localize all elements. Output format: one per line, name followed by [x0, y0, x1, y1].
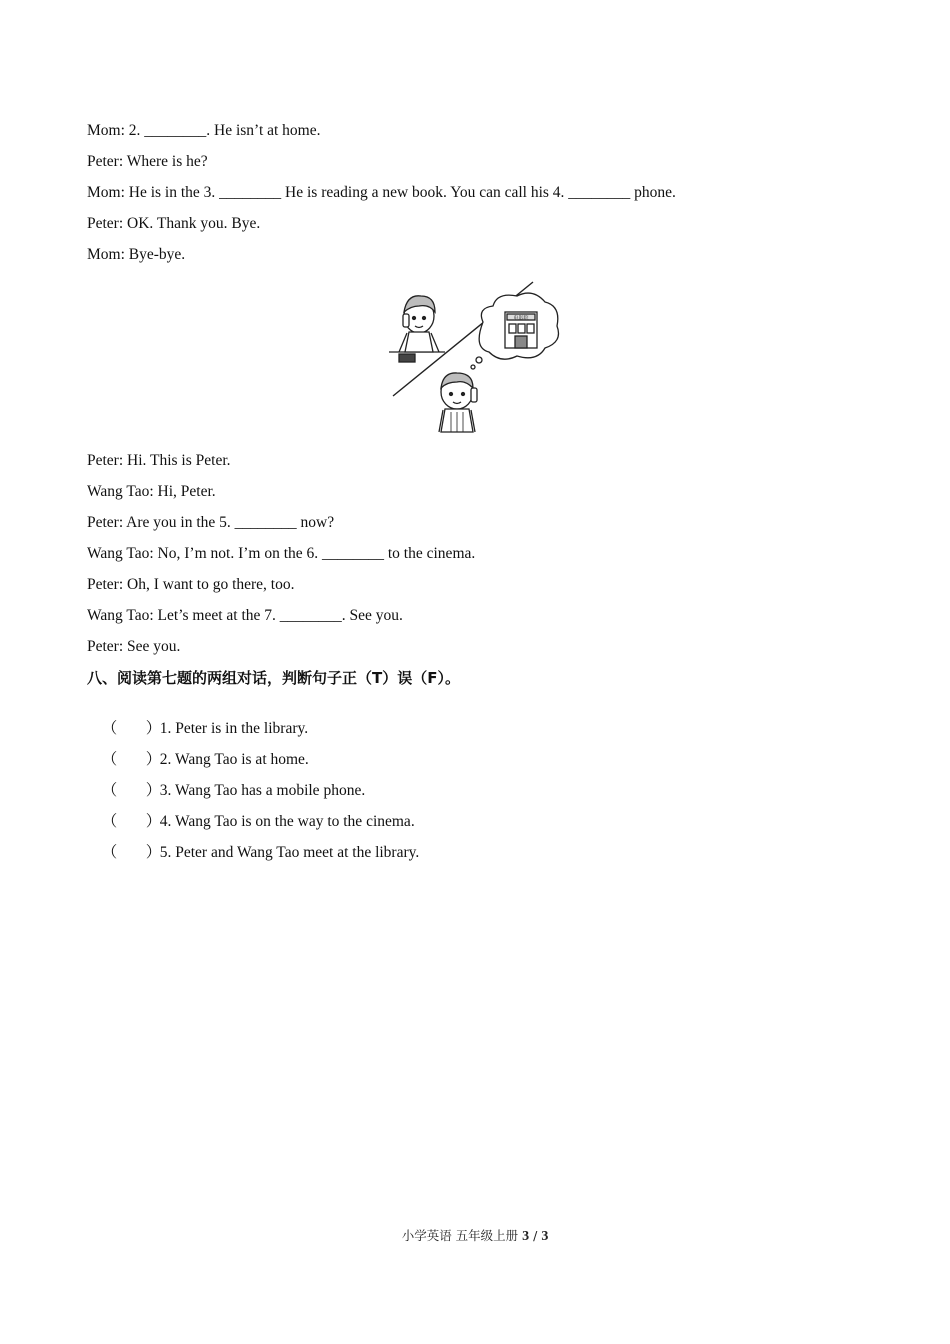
- dialogue-line: Wang Tao: Hi, Peter.: [87, 483, 216, 500]
- dialogue-line: Peter: Hi. This is Peter.: [87, 452, 231, 469]
- answer-blank-close: ）: [145, 782, 162, 799]
- thought-bubble: [471, 293, 559, 369]
- footer-page-number: 3: [522, 1229, 530, 1244]
- section-heading: 八、阅读第七题的两组对话，判断句子正（T）误（F）。: [87, 669, 460, 687]
- cinema-sign: 电影院: [513, 315, 529, 322]
- answer-blank-open[interactable]: （: [101, 782, 118, 799]
- answer-blank-close: ）: [145, 844, 162, 861]
- true-false-item: [94, 823, 419, 863]
- dialogue-line: Mom: Bye-bye.: [87, 246, 186, 263]
- answer-blank-close: ）: [145, 813, 162, 830]
- dialogue-line: Peter: Where is he?: [87, 153, 208, 170]
- answer-blank-close: ）: [145, 751, 162, 768]
- statement-text: 5. Peter and Wang Tao meet at the library.: [159, 844, 420, 861]
- dialogue-line: Wang Tao: No, I’m not. I’m on the 6. ________ to the cinema.: [87, 545, 476, 562]
- dialogue-line: Peter: OK. Thank you. Bye.: [87, 215, 261, 232]
- dialogue-line: Mom: 2. ________. He isn’t at home.: [87, 122, 321, 139]
- statement-text: 3. Wang Tao has a mobile phone.: [159, 782, 366, 799]
- dialogue-line: Peter: Are you in the 5. ________ now?: [87, 514, 335, 531]
- statement-text: 1. Peter is in the library.: [159, 720, 309, 737]
- answer-blank-open[interactable]: （: [101, 751, 118, 768]
- dialogue-line: Mom: He is in the 3. ________ He is reading a new book. You can call his 4. ________ phone.: [87, 184, 676, 201]
- answer-blank-open[interactable]: （: [101, 844, 118, 861]
- answer-blank-close: ）: [145, 720, 162, 737]
- footer-total-pages: 3: [541, 1229, 549, 1244]
- answer-blank-open[interactable]: （: [101, 813, 118, 830]
- phone-call-illustration: [385, 280, 565, 438]
- answer-blank-open[interactable]: （: [101, 720, 118, 737]
- dialogue-line: Wang Tao: Let’s meet at the 7. ________. See you.: [87, 607, 403, 624]
- statement-text: 2. Wang Tao is at home.: [159, 751, 309, 768]
- page-footer: [0, 1226, 950, 1245]
- dialogue-line: Peter: See you.: [87, 638, 181, 655]
- footer-subject: 小学英语 五年级上册: [401, 1228, 523, 1243]
- dialogue-line: Peter: Oh, I want to go there, too.: [87, 576, 295, 593]
- boy-peter-figure: [399, 296, 439, 362]
- footer-separator: /: [529, 1228, 542, 1243]
- statement-text: 4. Wang Tao is on the way to the cinema.: [159, 813, 415, 830]
- boy-wang-tao-figure: [439, 373, 477, 432]
